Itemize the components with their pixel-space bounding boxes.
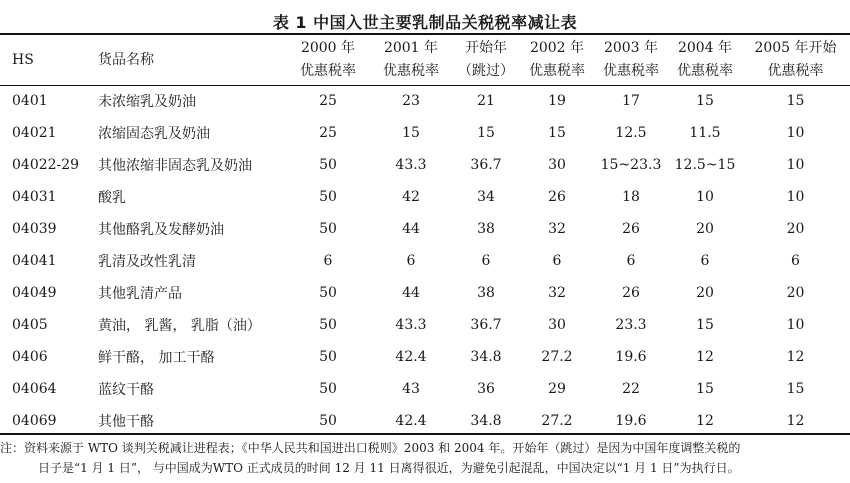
footnote-line-1: 注：资料来源于 WTO 谈判关税减让进程表；《中华人民共和国进出口税则》2003 和 2004 年。开始年（跳过）是因为中国年度调整关税的 [0,441,741,455]
table-row [0,181,850,213]
table-row [0,405,850,437]
cell-2005: 15 [786,381,805,397]
cell-name: 黄油， 乳酱， 乳脂（油） [98,318,261,334]
cell-hs: 04031 [12,189,57,205]
cell-start-year: 34 [477,189,495,205]
cell-2000: 50 [319,285,337,301]
cell-2001: 43.3 [395,317,427,333]
col-header-2000: 2000 年 优惠税率 [300,40,356,79]
col-header-2001: 2001 年 优惠税率 [383,40,439,79]
cell-2001: 43 [402,381,420,397]
table-title: 表 1 中国入世主要乳制品关税税率减让表 [272,13,578,32]
cell-2002: 29 [548,381,566,397]
cell-2002: 6 [552,253,562,269]
cell-hs: 04041 [12,253,57,269]
cell-2002: 27.2 [541,413,573,429]
cell-2003: 26 [622,221,640,237]
cell-name: 其他浓缩非固态乳及奶油 [98,158,252,174]
cell-2003: 18 [622,189,640,205]
cell-2004: 11.5 [689,125,721,141]
col-header-2005: 2005 年开始 优惠税率 [754,40,837,79]
cell-2001: 23 [402,93,420,109]
cell-2004: 20 [696,285,714,301]
cell-start-year: 6 [481,253,491,269]
cell-hs: 04022-29 [12,157,80,173]
cell-name: 乳清及改性乳清 [98,254,196,270]
cell-2005: 15 [786,93,805,109]
cell-start-year: 15 [477,125,495,141]
cell-2004: 12 [696,349,714,365]
cell-2003: 19.6 [615,349,647,365]
col-header-name: 货品名称 [98,51,154,68]
cell-2001: 42 [402,189,420,205]
cell-2002: 26 [548,189,566,205]
cell-2000: 50 [319,221,337,237]
cell-hs: 04039 [12,221,57,237]
col-header-hs: HS [12,51,34,68]
cell-2005: 6 [791,253,800,269]
cell-name: 未浓缩乳及奶油 [98,94,196,110]
col-header-start-year: 开始年 （跳过） [458,40,514,79]
cell-2005: 10 [786,317,805,333]
cell-start-year: 36 [477,381,495,397]
cell-hs: 0401 [12,93,48,109]
cell-hs: 04069 [12,413,57,429]
cell-name: 其他乳清产品 [98,286,182,302]
cell-2000: 25 [319,93,337,109]
cell-2003: 6 [626,253,636,269]
col-header-2002: 2002 年 优惠税率 [529,40,585,79]
cell-2005: 20 [786,285,805,301]
cell-2002: 15 [548,125,566,141]
footnote-line-2: 日子是“1 月 1 日”， 与中国成为WTO 正式成员的时间 12 月 11 日离得很近，为避免引起混乱，中国决定以“1 月 1 日”为执行日。 [38,461,740,475]
cell-start-year: 36.7 [470,317,502,333]
cell-2000: 50 [319,413,337,429]
cell-name: 其他干酪 [98,414,154,430]
cell-2004: 15 [696,93,714,109]
cell-start-year: 36.7 [470,157,502,173]
cell-start-year: 21 [477,93,495,109]
cell-2001: 43.3 [395,157,427,173]
cell-2004: 12 [696,413,714,429]
cell-start-year: 38 [477,285,495,301]
cell-2000: 50 [319,189,337,205]
cell-2003: 12.5 [615,125,647,141]
cell-2000: 50 [319,381,337,397]
table-row [0,309,850,341]
col-header-2004: 2004 年 优惠税率 [677,40,733,79]
cell-2004: 12.5~15 [674,157,736,173]
cell-2004: 20 [696,221,714,237]
cell-hs: 0405 [12,317,48,333]
footnote [0,438,850,478]
cell-2002: 19 [548,93,566,109]
cell-name: 其他酪乳及发酵奶油 [98,222,224,238]
cell-2003: 17 [622,93,640,109]
cell-start-year: 38 [477,221,495,237]
cell-2002: 30 [548,317,566,333]
table-row [0,213,850,245]
cell-2001: 6 [406,253,416,269]
cell-2003: 19.6 [615,413,647,429]
cell-hs: 04049 [12,285,57,301]
cell-2003: 22 [622,381,640,397]
cell-2003: 23.3 [615,317,647,333]
cell-2000: 25 [319,125,337,141]
cell-2005: 10 [786,157,805,173]
header-row [0,35,850,85]
cell-2003: 15~23.3 [600,157,662,173]
cell-name: 浓缩固态乳及奶油 [98,126,210,142]
cell-hs: 0406 [12,349,48,365]
cell-hs: 04064 [12,381,57,397]
cell-2000: 50 [319,349,337,365]
table-row [0,277,850,309]
cell-2004: 6 [700,253,710,269]
cell-2005: 12 [786,413,805,429]
cell-2004: 10 [696,189,714,205]
cell-2005: 10 [786,125,805,141]
cell-2005: 20 [786,221,805,237]
cell-name: 酸乳 [98,190,126,206]
cell-2003: 26 [622,285,640,301]
cell-start-year: 34.8 [470,413,502,429]
cell-2000: 50 [319,157,337,173]
cell-2005: 12 [786,349,805,365]
cell-2002: 27.2 [541,349,573,365]
cell-2000: 50 [319,317,337,333]
cell-hs: 04021 [12,125,57,141]
cell-2004: 15 [696,381,714,397]
cell-2002: 32 [548,221,566,237]
table-row [0,373,850,405]
cell-2005: 10 [786,189,805,205]
table-row [0,149,850,181]
table-row [0,117,850,149]
cell-2001: 42.4 [395,413,427,429]
table-row [0,341,850,373]
cell-2001: 42.4 [395,349,427,365]
cell-name: 鲜干酪， 加工干酪 [98,350,215,366]
table-row [0,245,850,277]
cell-2004: 15 [696,317,714,333]
cell-start-year: 34.8 [470,349,502,365]
cell-2001: 15 [402,125,420,141]
tariff-table [0,35,850,437]
col-header-2003: 2003 年 优惠税率 [603,40,659,79]
cell-2002: 32 [548,285,566,301]
cell-2001: 44 [402,221,420,237]
cell-name: 蓝纹干酪 [98,382,154,398]
cell-2002: 30 [548,157,566,173]
cell-2001: 44 [402,285,420,301]
table-row [0,85,850,117]
cell-2000: 6 [323,253,333,269]
